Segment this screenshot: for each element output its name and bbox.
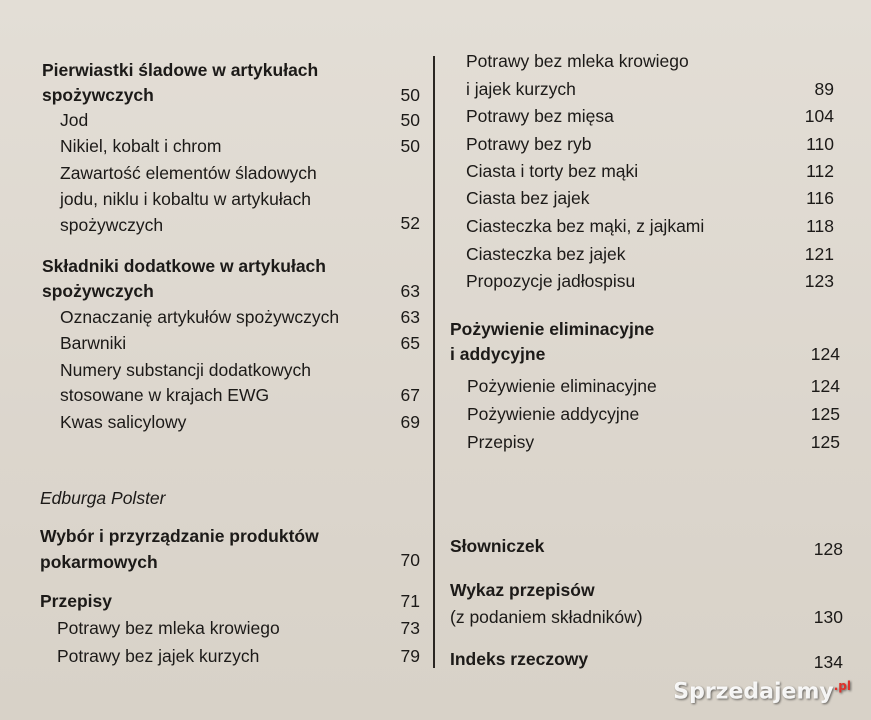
toc-item-eliminacyjne: Pożywienie eliminacyjne bbox=[467, 376, 657, 396]
toc-item-bez-jajek: Potrawy bez jajek kurzych bbox=[57, 646, 260, 666]
toc-item-bez-mleka-jajek-line2: i jajek kurzych bbox=[466, 79, 576, 99]
toc-item-oznaczanie: Oznaczanię artykułów spożywczych bbox=[60, 307, 340, 327]
page-number: 128 bbox=[813, 539, 843, 559]
page-number: 130 bbox=[813, 607, 843, 627]
page-number: 118 bbox=[806, 216, 834, 236]
toc-item-bez-ryb: Potrawy bez ryb bbox=[466, 134, 592, 154]
watermark-logo bbox=[673, 679, 851, 704]
toc-item-zawartosc-line1: Zawartość elementów śladowych bbox=[60, 163, 317, 183]
page-number: 79 bbox=[400, 646, 420, 666]
section-title-przepisy: Przepisy bbox=[40, 591, 112, 611]
toc-item-ciasta-torty: Ciasta i torty bez mąki bbox=[466, 161, 639, 181]
watermark-text: Sprzedajemy bbox=[673, 679, 834, 704]
page-number: 125 bbox=[810, 404, 840, 424]
page-number: 125 bbox=[810, 432, 840, 452]
page-number: 124 bbox=[810, 344, 840, 364]
page-number: 110 bbox=[806, 134, 834, 154]
toc-item-zawartosc-line2: jodu, niklu i kobaltu w artykułach bbox=[60, 189, 311, 209]
toc-item-numery-line2: stosowane w krajach EWG bbox=[60, 385, 270, 405]
section-title-additives-line1: Składniki dodatkowe w artykułach bbox=[42, 256, 326, 276]
page-number: 70 bbox=[400, 550, 420, 570]
toc-item-nikiel: Nikiel, kobalt i chrom bbox=[60, 136, 222, 156]
page-number: 67 bbox=[400, 385, 420, 405]
section-title-wykaz: Wykaz przepisów bbox=[450, 580, 595, 600]
page-number: 63 bbox=[400, 281, 420, 301]
toc-item-ciasteczka-bez-jajek: Ciasteczka bez jajek bbox=[466, 244, 626, 264]
page-number: 124 bbox=[810, 376, 840, 396]
page-number: 116 bbox=[806, 188, 834, 208]
section-title-wybor-line2: pokarmowych bbox=[40, 552, 158, 572]
section-title-trace-elements-line2: spożywczych bbox=[42, 85, 154, 105]
section-title-slowniczek: Słowniczek bbox=[450, 536, 545, 556]
toc-item-ciasta-bez-jajek: Ciasta bez jajek bbox=[466, 188, 590, 208]
page-number: 71 bbox=[400, 591, 420, 611]
page-number: 50 bbox=[400, 110, 420, 130]
toc-item-barwniki: Barwniki bbox=[60, 333, 127, 353]
page-number: 121 bbox=[804, 244, 834, 264]
page-number: 69 bbox=[400, 412, 420, 432]
toc-item-bez-mleka-jajek-line1: Potrawy bez mleka krowiego bbox=[466, 51, 689, 71]
section-title-additives-line2: spożywczych bbox=[42, 281, 154, 301]
page-number: 52 bbox=[400, 213, 420, 233]
page-number: 123 bbox=[804, 271, 834, 291]
author-name: Edburga Polster bbox=[40, 488, 166, 508]
toc-item-zawartosc-line3: spożywczych bbox=[60, 215, 164, 235]
toc-item-przepisy: Przepisy bbox=[467, 432, 535, 452]
toc-item-ciasteczka-z-jajkami: Ciasteczka bez mąki, z jajkami bbox=[466, 216, 705, 236]
section-title-wybor-line1: Wybór i przyrządzanie produktów bbox=[40, 526, 319, 546]
toc-item-numery-line1: Numery substancji dodatkowych bbox=[60, 360, 311, 380]
page-number: 112 bbox=[806, 161, 834, 181]
toc-item-bez-miesa: Potrawy bez mięsa bbox=[466, 106, 614, 126]
page-number: 50 bbox=[400, 85, 420, 105]
section-title-trace-elements-line1: Pierwiastki śladowe w artykułach bbox=[42, 60, 319, 80]
watermark-suffix: .pl bbox=[833, 678, 851, 693]
section-title-pozywienie-line1: Pożywienie eliminacyjne bbox=[450, 319, 655, 339]
page-number: 65 bbox=[400, 333, 420, 353]
toc-item-jod: Jod bbox=[60, 110, 89, 130]
page-number: 89 bbox=[814, 79, 834, 99]
toc-item-bez-mleka: Potrawy bez mleka krowiego bbox=[57, 618, 280, 638]
column-divider bbox=[433, 56, 435, 668]
page-number: 50 bbox=[400, 136, 420, 156]
toc-item-kwas: Kwas salicylowy bbox=[60, 412, 187, 432]
section-title-pozywienie-line2: i addycyjne bbox=[450, 344, 546, 364]
toc-item-addycyjne: Pożywienie addycyjne bbox=[467, 404, 640, 424]
section-title-indeks: Indeks rzeczowy bbox=[450, 649, 589, 669]
page-number: 104 bbox=[804, 106, 834, 126]
section-subtitle-wykaz: (z podaniem składników) bbox=[450, 607, 643, 627]
toc-item-propozycje: Propozycje jadłospisu bbox=[466, 271, 636, 291]
page-number: 63 bbox=[400, 307, 420, 327]
page-number: 73 bbox=[400, 618, 420, 638]
page-number: 134 bbox=[813, 652, 843, 672]
